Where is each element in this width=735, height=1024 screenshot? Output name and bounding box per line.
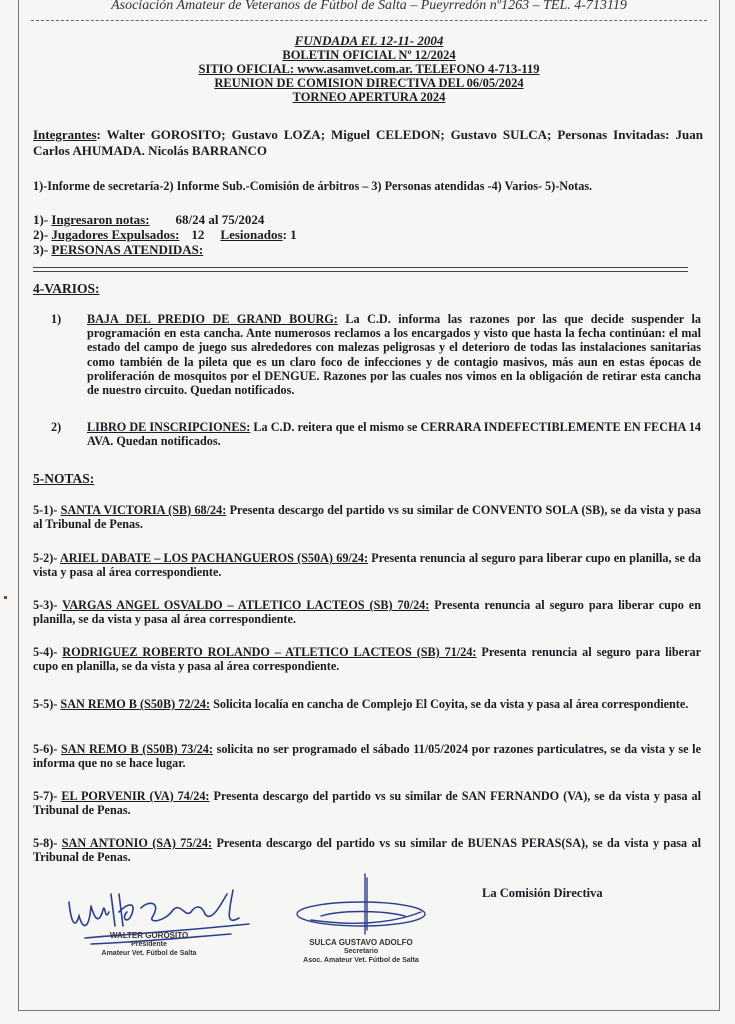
item-notes-received: 1)- Ingresaron notas: 68/24 al 75/2024: [33, 212, 265, 227]
header-divider: [31, 20, 707, 21]
section-divider: [33, 271, 688, 272]
section-divider: [33, 267, 688, 268]
summary-items: [33, 212, 703, 257]
document-page: [18, 0, 720, 1011]
note-5-8: 5-8)- SAN ANTONIO (SA) 75/24: Presenta descargo del partido vs su similar de BUENAS PERAS(SA), se da vista y pasa al Tribunal de Penas.: [33, 836, 701, 865]
item-players: 2)- Jugadores Expulsados: 12 Lesionados: 1: [33, 227, 297, 242]
president-stamp: [79, 931, 219, 958]
note-5-4: 5-4)- RODRIGUEZ ROBERTO ROLANDO – ATLETICO LACTEOS (SB) 71/24: Presenta renuncia al seguro para liberar cupo en planilla, se da vista y pasa al área correspondiente.: [33, 645, 701, 674]
varios-entry-2: 2) LIBRO DE INSCRIPCIONES: La C.D. reitera que el mismo se CERRARA INDEFECTIBLEMENTE EN FECHA 14 AVA. Quedan notificados.: [51, 420, 702, 449]
item-persons-attended: 3)- PERSONAS ATENDIDAS:: [33, 242, 204, 257]
note-5-3: 5-3)- VARGAS ANGEL OSVALDO – ATLETICO LACTEOS (SB) 70/24: Presenta renuncia al seguro para liberar cupo en planilla, se da vista y pasa al área correspondiente.: [33, 598, 701, 627]
agenda-line: 1)-Informe de secretaría-2) Informe Sub.-Comisión de árbitros – 3) Personas atendidas -4) Varios- 5)-Notas.: [33, 179, 593, 193]
note-5-5: 5-5)- SAN REMO B (S50B) 72/24: Solicita localía en cancha de Complejo El Coyita, se da vista y pasa al área correspondiente.: [33, 697, 689, 711]
president-org: Amateur Vet. Fútbol de Salta: [101, 950, 197, 957]
founded-line: FUNDADA EL 12-11- 2004: [294, 33, 444, 48]
note-5-1: 5-1)- SANTA VICTORIA (SB) 68/24: Presenta descargo del partido vs su similar de CONVENTO SOLA (SB), se da vista y pasa al Tribunal de Penas.: [33, 503, 702, 532]
varios-title: 4-VARIOS:: [33, 281, 100, 296]
tournament-title: TORNEO APERTURA 2024: [292, 90, 446, 104]
secretary-org: Asoc. Amateur Vet. Fútbol de Salta: [303, 957, 419, 964]
members-paragraph: Integrantes: Walter GOROSITO; Gustavo LOZA; Miguel CELEDON; Gustavo SULCA; Personas Invitadas: Juan Carlos AHUMADA. Nicolás BARRANCO: [33, 127, 703, 158]
bulletin-number: BOLETIN OFICIAL Nº 12/2024: [282, 48, 456, 62]
meeting-title: REUNION DE COMISION DIRECTIVA DEL 06/05/2024: [214, 76, 524, 90]
secretary-name: SULCA GUSTAVO ADOLFO: [309, 938, 413, 947]
president-role: Presidente: [131, 941, 167, 948]
president-name: WALTER GOROSITO: [109, 931, 189, 940]
secretary-signature: [281, 870, 441, 940]
note-5-2: 5-2)- ARIEL DABATE – LOS PACHANGUEROS (S50A) 69/24: Presenta renuncia al seguro para liberar cupo en planilla, se da vista y pasa al área correspondiente.: [33, 551, 701, 580]
varios-entry-1: 1) BAJA DEL PREDIO DE GRAND BOURG: La C.D. informa las razones por las que decide suspender la programación en esta cancha. Ante numerosos reclamos a los encargados y visto que hasta la fecha continúan: el mal estado del campo de juego sus alrededores con malezas peligrosas y el deterioro de todas las instalaciones sanitarias como también de la pileta que es un claro foco de infecciones y de contagio masivos, más aun en estas épocas de proliferación de mosquitos por el DENGUE. Razones por las cuales nos vimos en la obligación de retirar esta cancha de nuestro circuito. Quedan notificados.: [51, 312, 701, 398]
official-site: SITIO OFICIAL: www.asamvet.com.ar. TELEFONO 4-713-119: [198, 62, 540, 76]
notas-title: 5-NOTAS:: [33, 471, 95, 486]
note-5-6: 5-6)- SAN REMO B (S50B) 73/24: solicita no ser programado el sábado 11/05/2024 por razones particulatres, se da vista y se le informa que no se hace lugar.: [33, 742, 701, 771]
signature-caption: La Comisión Directiva: [482, 886, 603, 900]
letterhead: Asociación Amateur de Veteranos de Fútbol de Salta – Pueyrredón nº1263 – TEL. 4-713119: [111, 0, 627, 13]
secretary-role: Secretario: [343, 948, 379, 955]
stray-ink-mark: [4, 596, 7, 599]
sig1-handwriting: Wallter Gorosito: [147, 922, 154, 923]
note-5-7: 5-7)- EL PORVENIR (VA) 74/24: Presenta descargo del partido vs su similar de SAN FERNANDO (VA), se da vista y pasa al Tribunal de Penas.: [33, 789, 702, 818]
secretary-stamp: [291, 938, 431, 965]
